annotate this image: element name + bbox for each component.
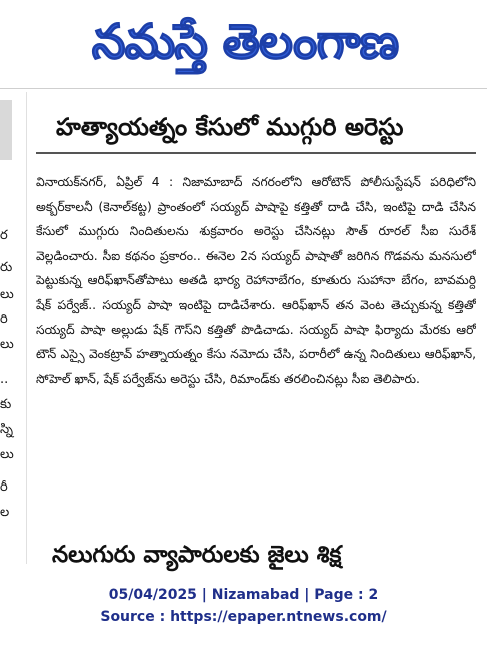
newspaper-masthead [40, 12, 450, 84]
news-article [36, 108, 476, 570]
article-headline: హత్యాయత్నం కేసులో ముగ్గురి అరెస్టు [36, 108, 476, 154]
masthead-divider [0, 88, 487, 89]
side-fragment: లు [0, 447, 14, 462]
side-fragment: ర [0, 228, 8, 243]
side-fragment: కు [0, 397, 12, 412]
next-article-headline: నలుగురు వ్యాపారులకు జైలు శిక్ష [52, 542, 342, 568]
side-fragment: స్ని [0, 422, 14, 437]
footer-source-url[interactable]: Source : https://epaper.ntnews.com/ [100, 609, 387, 625]
article-body: వినాయక్‌నగర్, ఏప్రిల్ 4 : నిజామాబాద్ నగరంలోని ఆరోటౌన్ పోలీసుస్టేషన్ పరిధిలోని అక్బర్‌కాలనీ (కెనాల్‌కట్ట) ప్రాంతంలో సయ్యద్ పాషాపై కత్తితో దాడి చేసి, ఇంటిపై దాడి చేసిన కేసులో ముగ్గురు నిందితులను శుక్రవారం అరెస్టు చేసినట్లు సౌత్ రూరల్ సీఐ సురేశ్ వెల్లడించారు. సీఐ కథనం ప్రకారం.. ఈనెల 2న సయ్యద్ పాషాతో జరిగిన గొడవను మనసులో పెట్టుకున్న ఆరిఫ్‌ఖాన్‌తోపాటు అతడి భార్య రెహానాబేగం, కూతురు సుహానా బేగం, బావమర్ది షేక్ పర్వేజ్.. సయ్యద్ పాషా ఇంటిపై దాడిచేశారు. ఆరిఫ్‌ఖాన్ తన వెంట తెచ్చుకున్న కత్తితో సయ్యద్ పాషా అల్లుడు షేక్ గౌస్‌ని కత్తితో పొడిచాడు. సయ్యద్ పాషా ఫిర్యాదు మేరకు ఆరో టౌన్ ఎస్సై వెంకట్రావ్ హత్నాయత్నం కేసు నమోదు చేసి, పరారీలో ఉన్న నిందితులు ఆరిఫ్‌ఖాన్, సోహెల్ ఖాన్, షేక్ పర్వేజ్‌ను అరెస్టు చేసి, రిమాండ్‌కు తరలించినట్లు సీఐ తెలిపారు. [36, 175, 476, 386]
side-fragment: .. [0, 372, 9, 387]
column-divider [26, 92, 27, 564]
clipping-footer [0, 584, 487, 628]
side-fragment: లు [0, 337, 14, 352]
side-fragment: రి [0, 312, 8, 327]
left-column-shade [0, 100, 12, 160]
side-fragment: లు [0, 287, 14, 302]
side-fragment: రు [0, 260, 13, 275]
side-fragment: రీ [0, 480, 8, 495]
side-fragment: ల [0, 505, 10, 520]
masthead-title: నమస్తే తెలంగాణ [91, 14, 399, 70]
footer-date-edition-page: 05/04/2025 | Nizamabad | Page : 2 [108, 587, 379, 603]
